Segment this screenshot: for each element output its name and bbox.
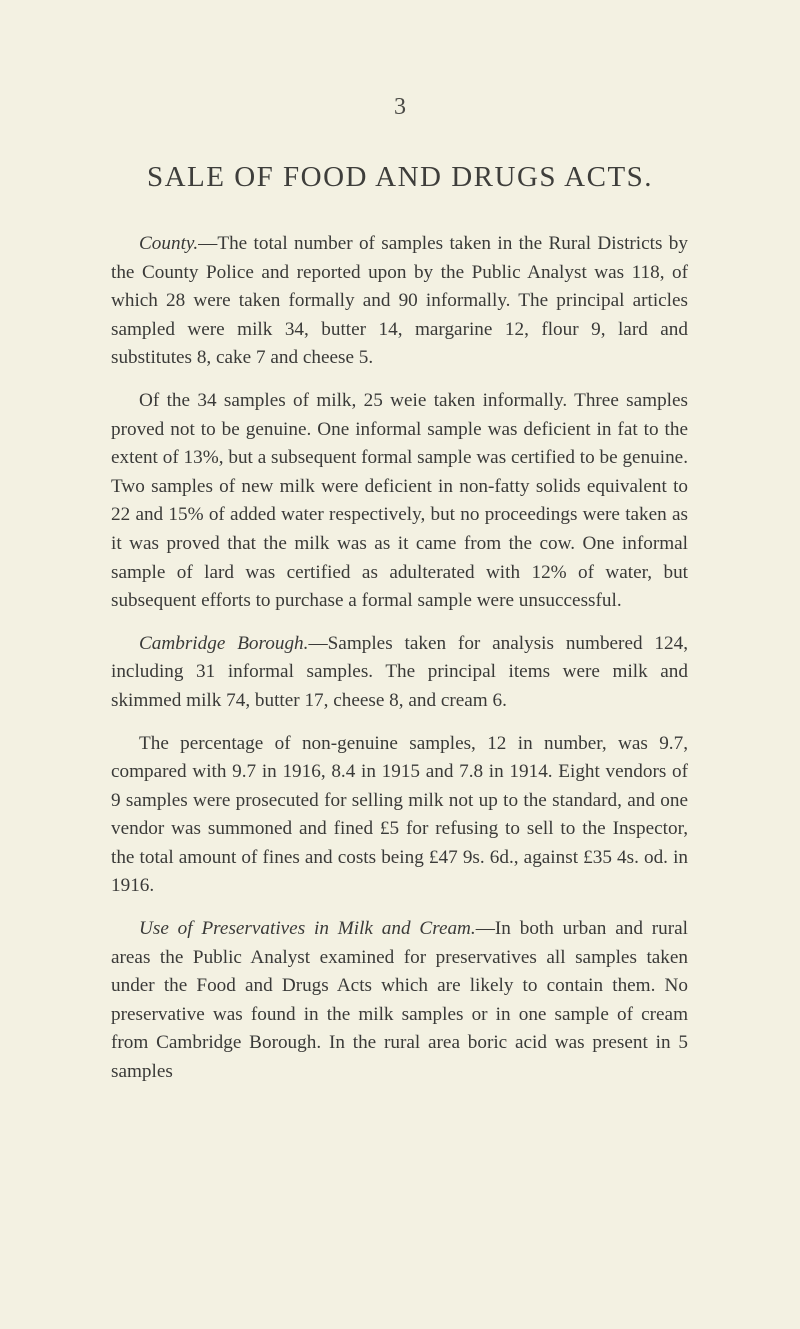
paragraph-text: —In both urban and rural areas the Public Analyst examined for preservatives all samples taken under the Food and Drugs Acts which are likely to contain them. No preservative was found in the milk samples or in one sample of cream from Cambridge Borough. In the rural area boric acid was present in 5 samples	[111, 918, 688, 1083]
page-title: SALE OF FOOD AND DRUGS ACTS.	[146, 161, 654, 193]
paragraph-lead: Cambridge Borough.	[139, 632, 309, 654]
paragraph-preservatives	[111, 915, 688, 1087]
paragraph-cambridge-borough	[111, 630, 688, 716]
paragraph-lead: Use of Preservatives in Milk and Cream.	[139, 918, 476, 940]
paragraph-milk-samples	[111, 387, 688, 616]
paragraph-lead: County.	[139, 233, 199, 254]
document-body	[111, 230, 688, 1101]
paragraph-text: —The total number of samples taken in the Rural Districts by the County Police and reported upon by the Public Analyst was 118, of which 28 were taken formally and 90 informally. The principal articles sampled were milk 34, butter 14, margarine 12, flour 9, lard and substitutes 8, cake 7 and cheese 5.	[111, 233, 688, 369]
paragraph-text: The percentage of non-genuine samples, 12 in number, was 9.7, compared with 9.7 in 1916, 8.4 in 1915 and 7.8 in 1914. Eight vendors of 9 samples were prosecuted for selling milk not up to the standard, and one vendor was summoned and fined £5 for refusing to sell to the Inspector, the total amount of fines and costs being £47 9s. 6d., against £35 4s. od. in 1916.	[111, 732, 688, 897]
paragraph-non-genuine-percentage	[111, 730, 688, 902]
page-number: 3	[394, 94, 406, 120]
paragraph-text: —Samples taken for analysis numbered 124, including 31 informal samples. The principal items were milk and skimmed milk 74, butter 17, cheese 8, and cream 6.	[111, 632, 688, 711]
paragraph-text: Of the 34 samples of milk, 25 weie taken informally. Three samples proved not to be genuine. One informal sample was deficient in fat to the extent of 13%, but a subsequent formal sample was certified to be genuine. Two samples of new milk were deficient in non-fatty solids equivalent to 22 and 15% of added water respectively, but no proceedings were taken as it was proved that the milk was as it came from the cow. One informal sample of lard was certified as adulterated with 12% of water, but subsequent efforts to purchase a formal sample were unsuccessful.	[111, 389, 688, 612]
paragraph-county	[111, 230, 688, 373]
